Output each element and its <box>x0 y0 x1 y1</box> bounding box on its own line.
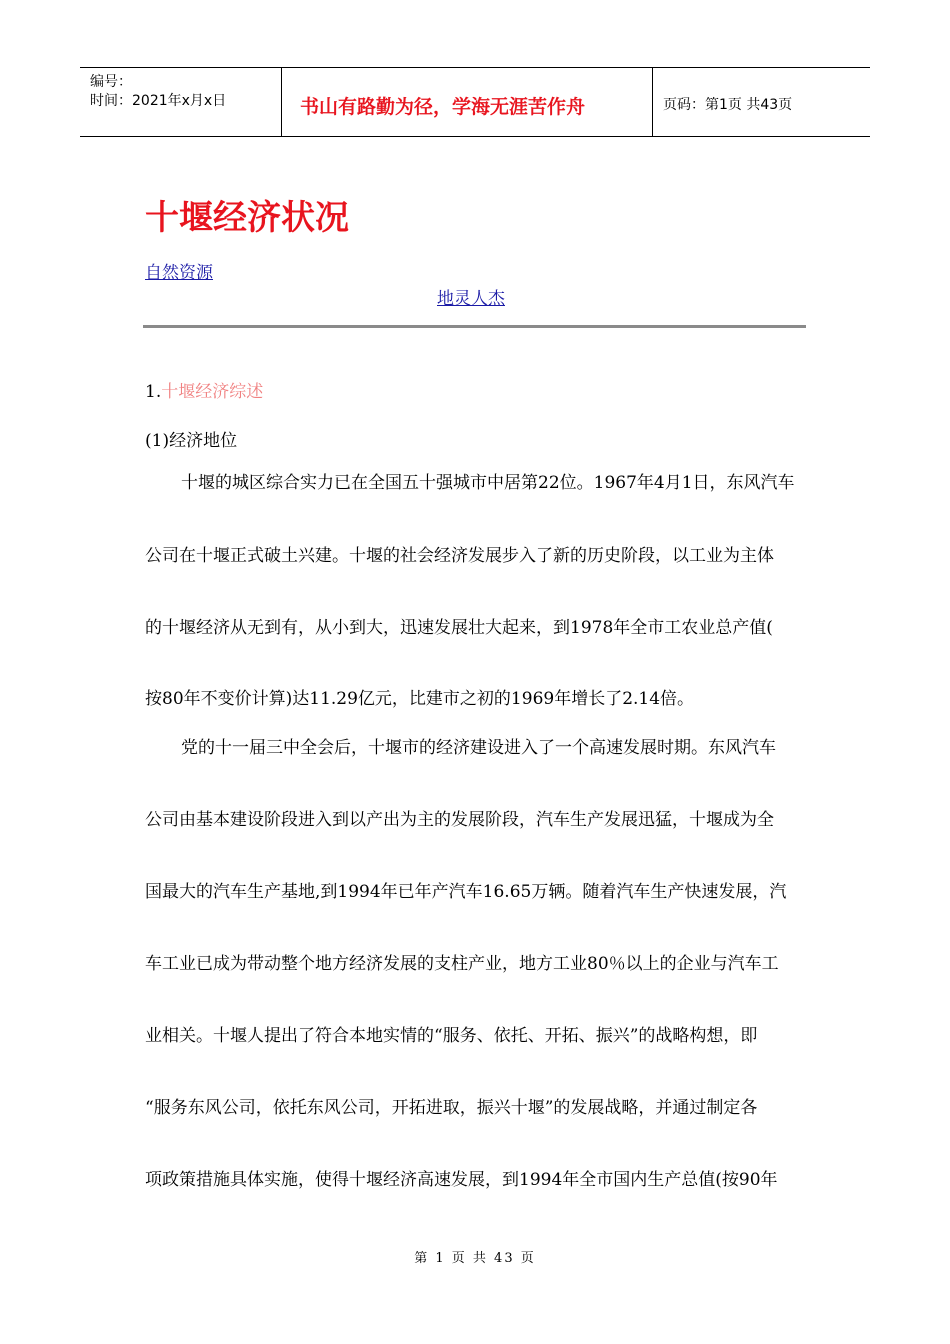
section-heading <box>145 377 263 402</box>
paragraph-line: 按80年不变价计算)达11.29亿元，比建市之初的1969年增长了2.14倍。 <box>145 689 695 709</box>
paragraph-line: 国最大的汽车生产基地,到1994年已年产汽车16.65万辆。随着汽车生产快速发展，汽 <box>145 882 787 902</box>
page-footer: 第 1 页 共 43 页 <box>414 1251 536 1266</box>
page-label: 页码：第1页 共43页 <box>663 97 793 113</box>
paragraph-line: 项政策措施具体实施，使得十堰经济高速发展，到1994年全市国内生产总值(按90年 <box>145 1170 778 1190</box>
paragraph-line: “服务东风公司，依托东风公司，开拓进取，振兴十堰”的发展战略，并通过制定各 <box>145 1098 758 1118</box>
paragraph-line: 的十堰经济从无到有，从小到大，迅速发展壮大起来，到1978年全市工农业总产值( <box>145 618 773 638</box>
header-motto-cell <box>282 68 653 136</box>
header-page-cell <box>653 68 870 136</box>
number-label: 编号： <box>90 74 132 90</box>
section-number: 1. <box>145 382 162 402</box>
page-title: 十堰经济状况 <box>145 198 349 238</box>
natural-resources-link[interactable]: 自然资源 <box>145 263 213 283</box>
paragraph-line: 十堰的城区综合实力已在全国五十强城市中居第22位。1967年4月1日，东风汽车 <box>181 473 795 493</box>
paragraph-line: 车工业已成为带动整个地方经济发展的支柱产业，地方工业80％以上的企业与汽车工 <box>145 954 779 974</box>
time-label: 时间：2021年x月x日 <box>90 93 227 109</box>
paragraph-line: 业相关。十堰人提出了符合本地实情的“服务、依托、开拓、振兴”的战略构想，即 <box>145 1026 758 1046</box>
motto: 书山有路勤为径，学海无涯苦作舟 <box>300 96 586 118</box>
paragraph-line: 党的十一届三中全会后，十堰市的经济建设进入了一个高速发展时期。东风汽车 <box>181 738 776 758</box>
paragraph-line: 公司由基本建设阶段进入到以产出为主的发展阶段，汽车生产发展迅猛，十堰成为全 <box>145 810 774 830</box>
subsection-heading: (1)经济地位 <box>145 431 238 451</box>
header-table <box>80 67 870 137</box>
divider <box>143 325 806 328</box>
header-info-cell <box>80 68 282 136</box>
section-title: 十堰经济综述 <box>161 382 264 402</box>
paragraph-line: 公司在十堰正式破土兴建。十堰的社会经济发展步入了新的历史阶段，以工业为主体 <box>145 546 774 566</box>
people-link[interactable]: 地灵人杰 <box>437 289 505 309</box>
